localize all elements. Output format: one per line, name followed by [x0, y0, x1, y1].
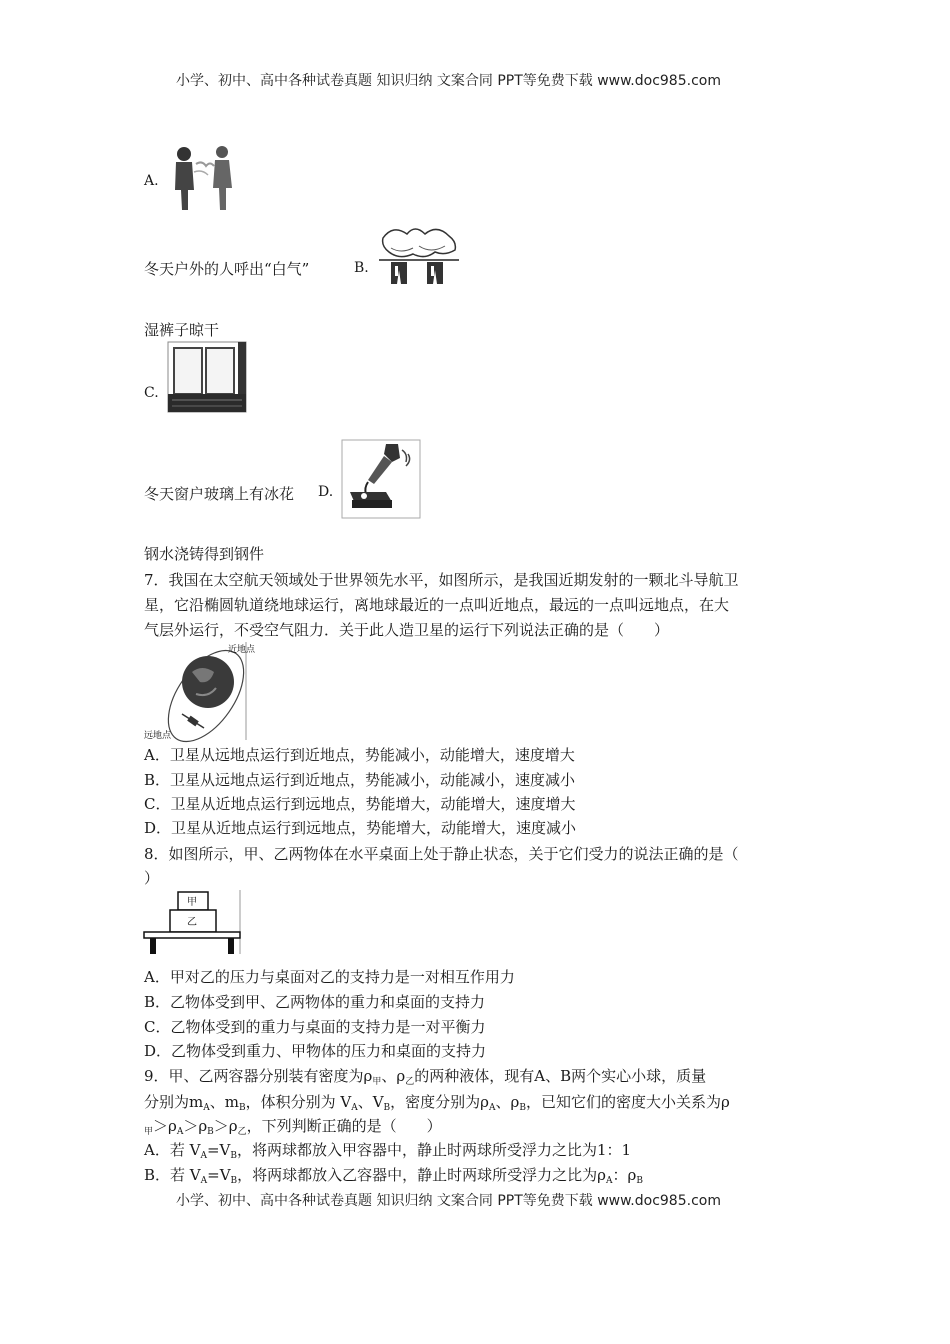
far-point-label: 远地点 — [144, 731, 172, 741]
q7-option-a: A．卫星从远地点运行到近地点，势能减小，动能增大，速度增大 — [144, 746, 575, 764]
q8-option-d: D．乙物体受到重力、甲物体的压力和桌面的支持力 — [144, 1042, 487, 1060]
q6-option-d-caption: 钢水浇铸得到钢件 — [144, 545, 265, 563]
q7-option-c: C．卫星从近地点运行到远地点，势能增大，动能增大，速度增大 — [144, 795, 576, 813]
q7-line-3: 气层外运行，不受空气阻力．关于此人造卫星的运行下列说法正确的是（ ） — [144, 621, 670, 639]
q8-line-1: 8．如图所示，甲、乙两物体在水平桌面上处于静止状态，关于它们受力的说法正确的是（ — [144, 845, 739, 863]
q6-option-b-label: B. — [354, 260, 369, 276]
page-header: 小学、初中、高中各种试卷真题 知识归纳 文案合同 PPT等免费下载 www.doc985.com — [176, 73, 721, 89]
q9-line-2: 分别为$m_A$、$m_B$，体积分别为 $V_A$、$V_B$，密度分别为$\rho_A$、$\rho_B$，已知它们的密度大小关系为ρ — [144, 1093, 730, 1113]
q7-line-1: 7．我国在太空航天领域处于世界领先水平，如图所示，是我国近期发射的一颗北斗导航卫 — [144, 571, 739, 589]
q6-option-a-caption: 冬天户外的人呼出“白气” — [144, 260, 310, 278]
q6-option-d-label: D. — [318, 484, 334, 500]
q6-option-c-label: C. — [144, 385, 159, 401]
satellite-orbit-figure — [144, 642, 256, 741]
near-point-label: 近地点 — [228, 645, 256, 655]
q8-line-2: ） — [144, 869, 160, 887]
q8-option-b: B．乙物体受到甲、乙两物体的重力和桌面的支持力 — [144, 993, 486, 1011]
drying-pants-figure — [379, 218, 459, 292]
stacked-blocks-figure — [144, 888, 244, 956]
q8-option-c: C．乙物体受到的重力与桌面的支持力是一对平衡力 — [144, 1018, 486, 1036]
q6-option-b-caption: 湿裤子晾干 — [144, 321, 220, 339]
q7-option-d: D．卫星从近地点运行到远地点，势能增大，动能增大，速度减小 — [144, 819, 577, 837]
q9-option-a: A．若 $V_A=V_B$，将两球都放入甲容器中，静止时两球所受浮力之比为1：1 — [144, 1141, 632, 1161]
q8-option-a: A．甲对乙的压力与桌面对乙的支持力是一对相互作用力 — [144, 968, 515, 986]
page-footer: 小学、初中、高中各种试卷真题 知识归纳 文案合同 PPT等免费下载 www.doc985.com — [176, 1193, 721, 1209]
q6-option-c-caption: 冬天窗户玻璃上有冰花 — [144, 485, 295, 503]
breath-figure — [166, 142, 238, 212]
q6-option-a-label: A. — [144, 173, 159, 189]
q9-option-b: B．若 $V_A=V_B$，将两球都放入乙容器中，静止时两球所受浮力之比为$\rho_A$：$\rho_B$ — [144, 1166, 643, 1186]
q7-option-b: B．卫星从远地点运行到近地点，势能减小，动能减小，速度减小 — [144, 771, 576, 789]
q7-line-2: 星，它沿椭圆轨道绕地球运行，离地球最近的一点叫近地点，最远的一点叫远地点，在大 — [144, 596, 730, 614]
steel-casting-figure — [342, 440, 420, 518]
block-jia-label: 甲 — [187, 897, 197, 908]
block-yi-label: 乙 — [187, 917, 197, 928]
q9-line-1: 9．甲、乙两容器分别装有密度为$\rho_甲$、$\rho_乙$的两种液体，现有A、B两个实心小球，质量 — [144, 1067, 707, 1087]
window-frost-figure — [168, 340, 248, 414]
q9-line-3: $_甲>\rho_A>\rho_B>\rho_乙$，下列判断正确的是（ ） — [144, 1117, 442, 1137]
